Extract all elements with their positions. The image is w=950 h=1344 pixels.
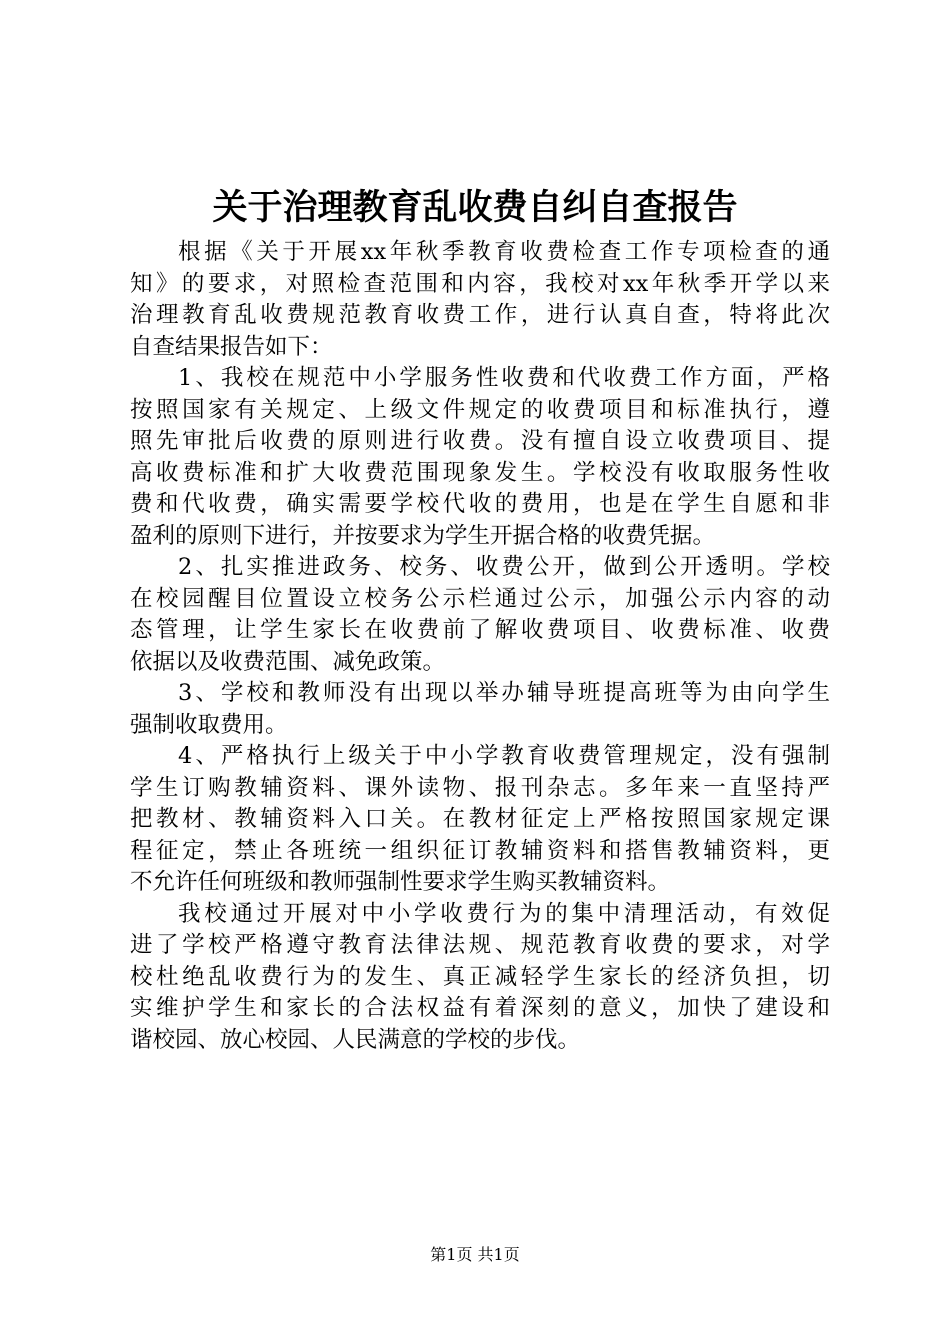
- body-line: 实维护学生和家长的合法权益有着深刻的意义，加快了建设和: [130, 995, 830, 1021]
- body-line: 治理教育乱收费规范教育收费工作，进行认真自查，特将此次: [130, 302, 830, 328]
- body-line: 校杜绝乱收费行为的发生、真正减轻学生家长的经济负担，切: [130, 963, 830, 990]
- body-line: 在校园醒目位置设立校务公示栏通过公示，加强公示内容的动: [130, 585, 830, 612]
- body-line: 2、扎实推进政务、校务、收费公开，做到公开透明。学校: [178, 554, 830, 580]
- body-line: 按照国家有关规定、上级文件规定的收费项目和标准执行，遵: [130, 396, 830, 423]
- document-title: 关于治理教育乱收费自纠自查报告: [212, 187, 738, 228]
- body-line: 程征定，禁止各班统一组织征订教辅资料和搭售教辅资料，更: [130, 837, 830, 864]
- body-line: 进了学校严格遵守教育法律法规、规范教育收费的要求，对学: [130, 932, 830, 958]
- body-line: 强制收取费用。: [130, 711, 288, 738]
- body-line: 不允许任何班级和教师强制性要求学生购买教辅资料。: [130, 869, 671, 895]
- body-line: 3、学校和教师没有出现以举办辅导班提高班等为由向学生: [178, 680, 830, 706]
- body-line: 态管理，让学生家长在收费前了解收费项目、收费标准、收费: [130, 617, 830, 643]
- body-line: 根据《关于开展xx年秋季教育收费检查工作专项检查的通: [178, 239, 830, 265]
- body-line: 我校通过开展对中小学收费行为的集中清理活动，有效促: [178, 900, 830, 927]
- body-line: 盈利的原则下进行，并按要求为学生开据合格的收费凭据。: [130, 522, 716, 549]
- body-line: 4、严格执行上级关于中小学教育收费管理规定，没有强制: [178, 743, 830, 769]
- body-line: 把教材、教辅资料入口关。在教材征定上严格按照国家规定课: [130, 806, 830, 832]
- body-line: 费和代收费，确实需要学校代收的费用，也是在学生自愿和非: [130, 491, 830, 517]
- body-line: 依据以及收费范围、减免政策。: [130, 648, 446, 675]
- body-line: 知》的要求，对照检查范围和内容，我校对xx年秋季开学以来: [130, 270, 830, 297]
- document-body: [130, 237, 830, 1056]
- body-line: 学生订购教辅资料、课外读物、报刊杂志。多年来一直坚持严: [130, 774, 830, 801]
- body-line: 照先审批后收费的原则进行收费。没有擅自设立收费项目、提: [130, 428, 830, 454]
- body-line: 谐校园、放心校园、人民满意的学校的步伐。: [130, 1026, 581, 1053]
- page-footer: 第1页 共1页: [430, 1245, 520, 1264]
- body-line: 自查结果报告如下：: [130, 333, 333, 360]
- body-line: 1、我校在规范中小学服务性收费和代收费工作方面，严格: [178, 365, 830, 391]
- body-line: 高收费标准和扩大收费范围现象发生。学校没有收取服务性收: [130, 459, 830, 486]
